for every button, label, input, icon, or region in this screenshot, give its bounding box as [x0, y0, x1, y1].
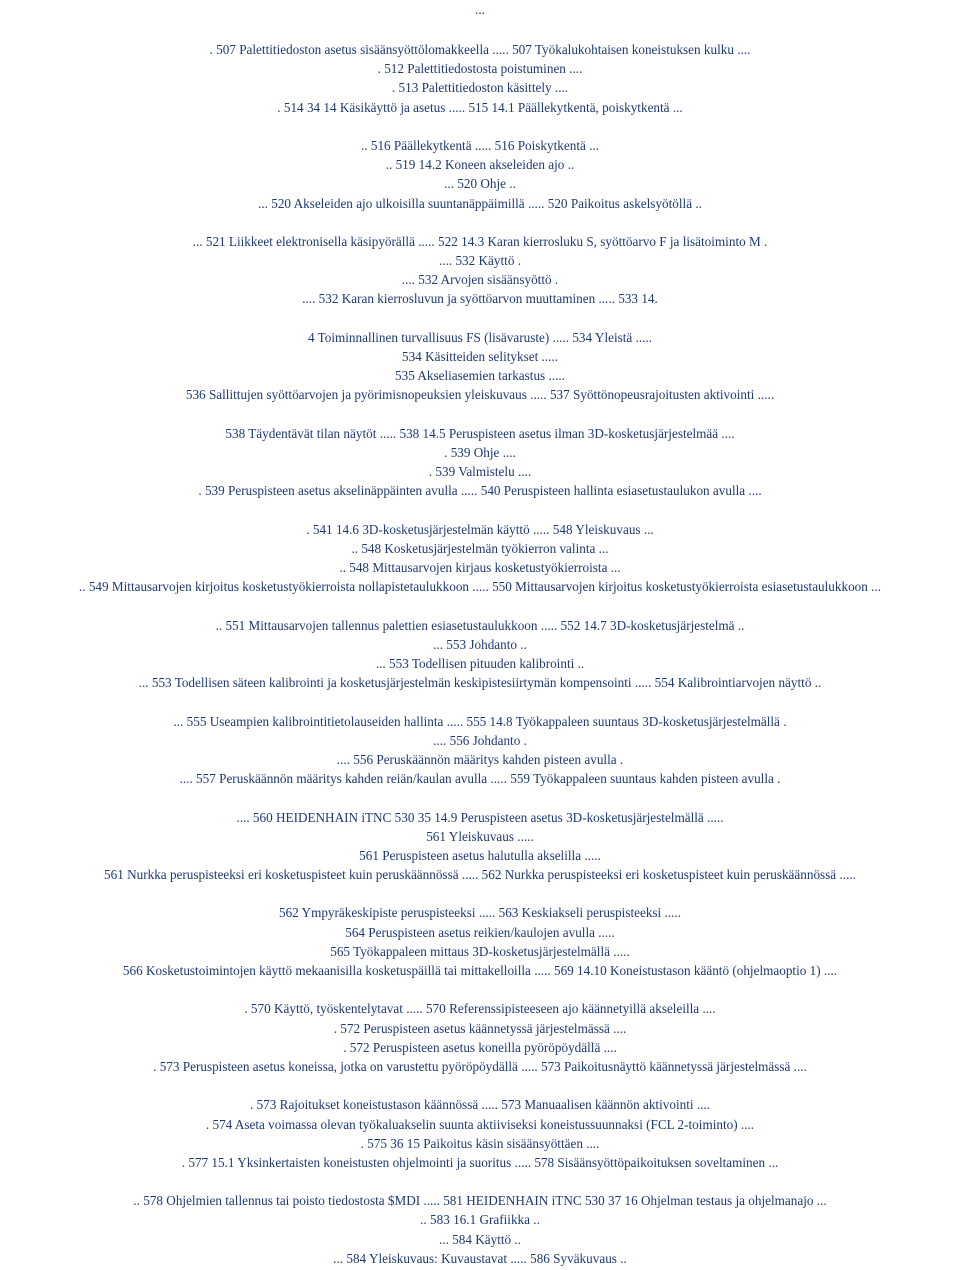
toc-line: .. 548 Mittausarvojen kirjaus kosketustyökierroista ...	[339, 560, 621, 576]
toc-line: .... 556 Peruskäännön määritys kahden pisteen avulla .	[336, 751, 624, 767]
toc-line: ... 520 Akseleiden ajo ulkoisilla suuntanäppäimillä ..... 520 Paikoitus askelsyötöllä ..	[258, 195, 702, 211]
block-gap	[0, 213, 960, 232]
toc-line: .... 556 Johdanto .	[433, 732, 527, 748]
top-ellipsis: ...	[475, 2, 485, 17]
toc-line: ... 584 Käyttö ..	[438, 1231, 522, 1247]
toc-line: 536 Sallittujen syöttöarvojen ja pyörimisnopeuksien yleiskuvaus ..... 537 Syöttönopeusrajoitusten aktivointi .....	[185, 387, 775, 403]
toc-line: 564 Peruspisteen asetus reikien/kaulojen avulla .....	[345, 924, 615, 940]
toc-line: . 577 15.1 Yksinkertaisten koneistusten ohjelmointi ja suoritus ..... 578 Sisäänsyöttöpaikoituksen soveltaminen ...	[181, 1154, 779, 1170]
toc-line: 561 Nurkka peruspisteeksi eri kosketuspisteet kuin peruskäännössä ..... 562 Nurkka peruspisteeksi eri kosketuspisteet kuin peruskäännössä .....	[104, 867, 856, 883]
toc-line: . 539 Peruspisteen asetus akselinäppäinten avulla ..... 540 Peruspisteen hallinta esiasetustaulukon avulla ....	[198, 483, 762, 499]
toc-line: .... 557 Peruskäännön määritys kahden reiän/kaulan avulla ..... 559 Työkappaleen suuntaus kahden pisteen avulla .	[179, 771, 781, 787]
toc-line: . 539 Valmistelu ....	[428, 464, 532, 480]
toc-line: . 512 Palettitiedostosta poistuminen ....	[377, 61, 583, 77]
toc-line: 561 Peruspisteen asetus halutulla akselilla .....	[359, 847, 601, 863]
toc-line: .... 532 Karan kierrosluvun ja syöttöarvon muuttaminen ..... 533 14.	[302, 291, 658, 307]
toc-line: .... 560 HEIDENHAIN iTNC 530 35 14.9 Peruspisteen asetus 3D-kosketusjärjestelmällä .....	[236, 809, 724, 825]
toc-line: ... 553 Todellisen pituuden kalibrointi ..	[375, 656, 585, 671]
block-gap	[0, 788, 960, 807]
toc-line: ... 555 Useampien kalibrointitietolauseiden hallinta ..... 555 14.8 Työkappaleen suuntaus 3D-kosketusjärjestelmällä .	[173, 713, 787, 729]
toc-line: ... 553 Todellisen säteen kalibrointi ja kosketusjärjestelmän keskipistesiirtymän kompensointi ..... 554 Kalibrointiarvojen näyttö ..	[138, 675, 822, 691]
toc-line: . 541 14.6 3D-kosketusjärjestelmän käyttö ..... 548 Yleiskuvaus ...	[306, 521, 654, 537]
block-gap	[0, 980, 960, 999]
toc-line: . 573 Rajoitukset koneistustason käännössä ..... 573 Manuaalisen käännön aktivointi ....	[249, 1097, 711, 1113]
toc-line: 4 Toiminnallinen turvallisuus FS (lisävaruste) ..... 534 Yleistä .....	[307, 329, 653, 345]
toc-line: 565 Työkappaleen mittaus 3D-kosketusjärjestelmällä .....	[330, 943, 630, 959]
toc-line: .. 516 Päällekytkentä ..... 516 Poiskytkentä ...	[360, 137, 600, 153]
toc-line: .. 583 16.1 Grafiikka ..	[420, 1212, 540, 1228]
block-gap	[0, 884, 960, 903]
block-gap	[0, 596, 960, 615]
toc-line: 562 Ympyräkeskipiste peruspisteeksi ..... 563 Keskiakseli peruspisteeksi .....	[278, 905, 682, 921]
toc-line: ... 553 Johdanto ..	[433, 636, 527, 652]
toc-line: .... 532 Arvojen sisäänsyöttö .	[401, 272, 559, 288]
toc-line: .. 519 14.2 Koneen akseleiden ajo ..	[385, 157, 575, 173]
toc-line: . 572 Peruspisteen asetus koneilla pyöröpöydällä ....	[343, 1039, 617, 1055]
block-gap	[0, 405, 960, 424]
toc-line: .. 578 Ohjelmien tallennus tai poisto tiedostosta $MDI ..... 581 HEIDENHAIN iTNC 530 37 16 Ohjelman testaus ja ohjelmanajo ...	[133, 1193, 827, 1209]
toc-line: 561 Yleiskuvaus .....	[426, 828, 534, 844]
block-gap	[0, 692, 960, 711]
table-of-contents	[0, 40, 960, 1268]
block-gap	[0, 501, 960, 520]
toc-line: . 573 Peruspisteen asetus koneissa, jotka on varustettu pyöröpöydällä ..... 573 Paikoitusnäyttö käännetyssä järjestelmässä ....	[153, 1058, 807, 1074]
block-gap	[0, 309, 960, 328]
toc-line: .... 532 Käyttö .	[438, 253, 522, 269]
toc-line: ... 520 Ohje ..	[444, 176, 516, 192]
toc-line: .. 551 Mittausarvojen tallennus palettien esiasetustaulukkoon ..... 552 14.7 3D-kosketusjärjestelmä ..	[215, 617, 745, 633]
toc-line: ... 584 Yleiskuvaus: Kuvaustavat ..... 586 Syväkuvaus ..	[333, 1250, 627, 1266]
toc-line: . 513 Palettitiedoston käsittely ....	[391, 80, 569, 96]
toc-line: . 514 34 14 Käsikäyttö ja asetus ..... 515 14.1 Päällekytkentä, poiskytkentä ...	[277, 99, 683, 115]
toc-line: 535 Akseliasemien tarkastus .....	[395, 368, 565, 384]
toc-line: . 574 Aseta voimassa olevan työkaluakselin suunta aktiiviseksi koneistussuunnaksi (FCL 2-toiminto) ....	[205, 1116, 755, 1132]
toc-line: . 570 Käyttö, työskentelytavat ..... 570 Referenssipisteeseen ajo käännetyillä akseleilla ....	[244, 1001, 716, 1017]
toc-line: .. 549 Mittausarvojen kirjoitus kosketustyökierroista nollapistetaulukkoon ..... 550 Mittausarvojen kirjoitus kosketustyökierroista esiasetustaulukkoon ...	[78, 579, 882, 595]
toc-line: . 539 Ohje ....	[444, 444, 516, 460]
toc-line: 566 Kosketustoimintojen käyttö mekaanisilla kosketuspäillä tai mittakelloilla ..... 569 14.10 Koneistustason kääntö (ohjelmaoptio 1) ....	[122, 963, 838, 978]
toc-line: . 507 Palettitiedoston asetus sisäänsyöttölomakkeella ..... 507 Työkalukohtaisen koneistuksen kulku ....	[209, 42, 751, 57]
toc-line: . 575 36 15 Paikoitus käsin sisäänsyöttäen ....	[360, 1135, 600, 1151]
toc-line: .. 548 Kosketusjärjestelmän työkierron valinta ...	[351, 540, 609, 556]
toc-line: 534 Käsitteiden selitykset .....	[401, 349, 559, 364]
toc-line: . 572 Peruspisteen asetus käännetyssä järjestelmässä ....	[333, 1020, 627, 1036]
block-gap	[0, 1172, 960, 1191]
toc-line: 538 Täydentävät tilan näytöt ..... 538 14.5 Peruspisteen asetus ilman 3D-kosketusjärjestelmää ....	[225, 425, 735, 441]
toc-line: ... 521 Liikkeet elektronisella käsipyörällä ..... 522 14.3 Karan kierrosluku S, syöttöarvo F ja lisätoiminto M .	[192, 233, 768, 249]
block-gap	[0, 1076, 960, 1095]
block-gap	[0, 117, 960, 136]
